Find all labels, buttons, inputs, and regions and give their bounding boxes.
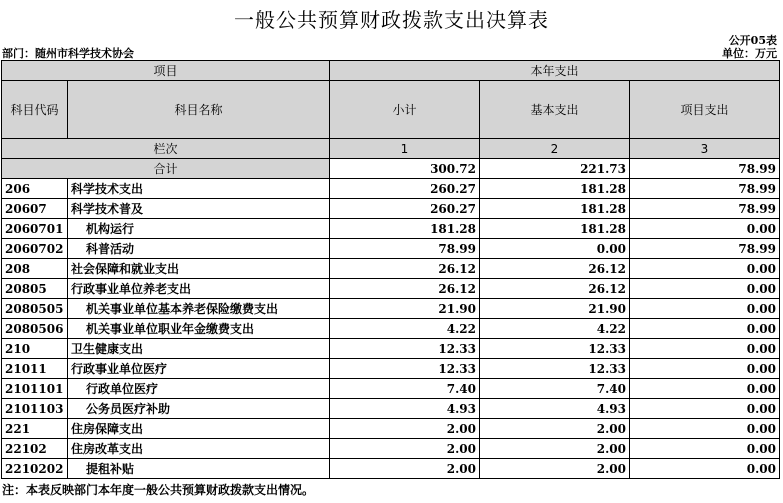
row-project: 0.00 xyxy=(630,459,780,479)
total-basic: 221.73 xyxy=(480,159,630,179)
project-header: 项目支出 xyxy=(630,81,780,139)
row-project: 0.00 xyxy=(630,419,780,439)
row-code: 2060702 xyxy=(2,239,68,259)
table-row xyxy=(2,319,780,339)
table-row xyxy=(2,259,780,279)
total-label: 合计 xyxy=(2,159,330,179)
table-row xyxy=(2,199,780,219)
footnote: 注：本表反映部门本年度一般公共预算财政拨款支出情况。 xyxy=(2,483,315,497)
header-row-2 xyxy=(2,81,780,139)
table-row xyxy=(2,419,780,439)
row-code: 20805 xyxy=(2,279,68,299)
form-number: 公开05表 xyxy=(728,34,777,47)
row-subtotal: 2.00 xyxy=(330,419,480,439)
row-subtotal: 12.33 xyxy=(330,359,480,379)
row-project: 0.00 xyxy=(630,339,780,359)
row-subtotal: 26.12 xyxy=(330,279,480,299)
row-subtotal: 4.22 xyxy=(330,319,480,339)
row-project: 0.00 xyxy=(630,319,780,339)
row-name: 社会保障和就业支出 xyxy=(68,259,330,279)
row-code: 2080505 xyxy=(2,299,68,319)
row-basic: 26.12 xyxy=(480,279,630,299)
row-subtotal: 2.00 xyxy=(330,459,480,479)
table-row xyxy=(2,179,780,199)
row-name: 机关事业单位职业年金缴费支出 xyxy=(68,319,330,339)
expenditure-table xyxy=(1,60,780,479)
table-row xyxy=(2,399,780,419)
row-code: 208 xyxy=(2,259,68,279)
row-basic: 12.33 xyxy=(480,339,630,359)
row-code: 206 xyxy=(2,179,68,199)
row-basic: 181.28 xyxy=(480,219,630,239)
row-subtotal: 12.33 xyxy=(330,339,480,359)
row-code: 210 xyxy=(2,339,68,359)
row-name: 行政事业单位养老支出 xyxy=(68,279,330,299)
row-code: 2101101 xyxy=(2,379,68,399)
row-code: 21011 xyxy=(2,359,68,379)
table-row xyxy=(2,219,780,239)
row-code: 22102 xyxy=(2,439,68,459)
column-index-2: 2 xyxy=(480,139,630,159)
row-code: 2080506 xyxy=(2,319,68,339)
row-basic: 12.33 xyxy=(480,359,630,379)
row-subtotal: 4.93 xyxy=(330,399,480,419)
total-project: 78.99 xyxy=(630,159,780,179)
row-basic: 2.00 xyxy=(480,459,630,479)
header-row-1 xyxy=(2,61,780,81)
row-project: 0.00 xyxy=(630,219,780,239)
row-basic: 2.00 xyxy=(480,419,630,439)
table-row xyxy=(2,379,780,399)
row-name: 公务员医疗补助 xyxy=(68,399,330,419)
code-header: 科目代码 xyxy=(2,81,68,139)
report-title: 一般公共预算财政拨款支出决算表 xyxy=(234,8,549,32)
row-project: 78.99 xyxy=(630,239,780,259)
row-project: 0.00 xyxy=(630,439,780,459)
table-row xyxy=(2,439,780,459)
row-code: 221 xyxy=(2,419,68,439)
row-name: 提租补贴 xyxy=(68,459,330,479)
row-name: 机关事业单位基本养老保险缴费支出 xyxy=(68,299,330,319)
table-row xyxy=(2,279,780,299)
row-name: 行政事业单位医疗 xyxy=(68,359,330,379)
total-subtotal: 300.72 xyxy=(330,159,480,179)
unit-label: 单位：万元 xyxy=(722,47,777,60)
row-project: 0.00 xyxy=(630,379,780,399)
row-project: 0.00 xyxy=(630,279,780,299)
row-subtotal: 260.27 xyxy=(330,199,480,219)
row-basic: 21.90 xyxy=(480,299,630,319)
column-index-1: 1 xyxy=(330,139,480,159)
row-basic: 0.00 xyxy=(480,239,630,259)
row-name: 住房改革支出 xyxy=(68,439,330,459)
row-basic: 181.28 xyxy=(480,179,630,199)
table-row xyxy=(2,299,780,319)
department-label: 部门：随州市科学技术协会 xyxy=(2,47,134,60)
row-basic: 26.12 xyxy=(480,259,630,279)
total-row xyxy=(2,159,780,179)
row-code: 2060701 xyxy=(2,219,68,239)
row-project: 0.00 xyxy=(630,259,780,279)
table-row xyxy=(2,239,780,259)
row-name: 机构运行 xyxy=(68,219,330,239)
row-name: 科学技术普及 xyxy=(68,199,330,219)
row-project: 78.99 xyxy=(630,199,780,219)
row-name: 科普活动 xyxy=(68,239,330,259)
column-index-3: 3 xyxy=(630,139,780,159)
row-subtotal: 7.40 xyxy=(330,379,480,399)
row-name: 科学技术支出 xyxy=(68,179,330,199)
row-basic: 2.00 xyxy=(480,439,630,459)
row-project: 78.99 xyxy=(630,179,780,199)
row-name: 住房保障支出 xyxy=(68,419,330,439)
row-project: 0.00 xyxy=(630,359,780,379)
row-subtotal: 21.90 xyxy=(330,299,480,319)
row-subtotal: 26.12 xyxy=(330,259,480,279)
row-code: 2101103 xyxy=(2,399,68,419)
table-row xyxy=(2,339,780,359)
row-subtotal: 78.99 xyxy=(330,239,480,259)
row-project: 0.00 xyxy=(630,399,780,419)
column-index-row xyxy=(2,139,780,159)
column-index-label: 栏次 xyxy=(2,139,330,159)
row-basic: 181.28 xyxy=(480,199,630,219)
row-code: 20607 xyxy=(2,199,68,219)
item-header: 项目 xyxy=(2,61,330,81)
row-subtotal: 181.28 xyxy=(330,219,480,239)
subtotal-header: 小计 xyxy=(330,81,480,139)
name-header: 科目名称 xyxy=(68,81,330,139)
row-name: 行政单位医疗 xyxy=(68,379,330,399)
table-row xyxy=(2,359,780,379)
row-name: 卫生健康支出 xyxy=(68,339,330,359)
row-code: 2210202 xyxy=(2,459,68,479)
table-row xyxy=(2,459,780,479)
row-project: 0.00 xyxy=(630,299,780,319)
row-subtotal: 260.27 xyxy=(330,179,480,199)
row-basic: 4.22 xyxy=(480,319,630,339)
row-basic: 7.40 xyxy=(480,379,630,399)
row-basic: 4.93 xyxy=(480,399,630,419)
basic-header: 基本支出 xyxy=(480,81,630,139)
current-year-header: 本年支出 xyxy=(330,61,780,81)
row-subtotal: 2.00 xyxy=(330,439,480,459)
